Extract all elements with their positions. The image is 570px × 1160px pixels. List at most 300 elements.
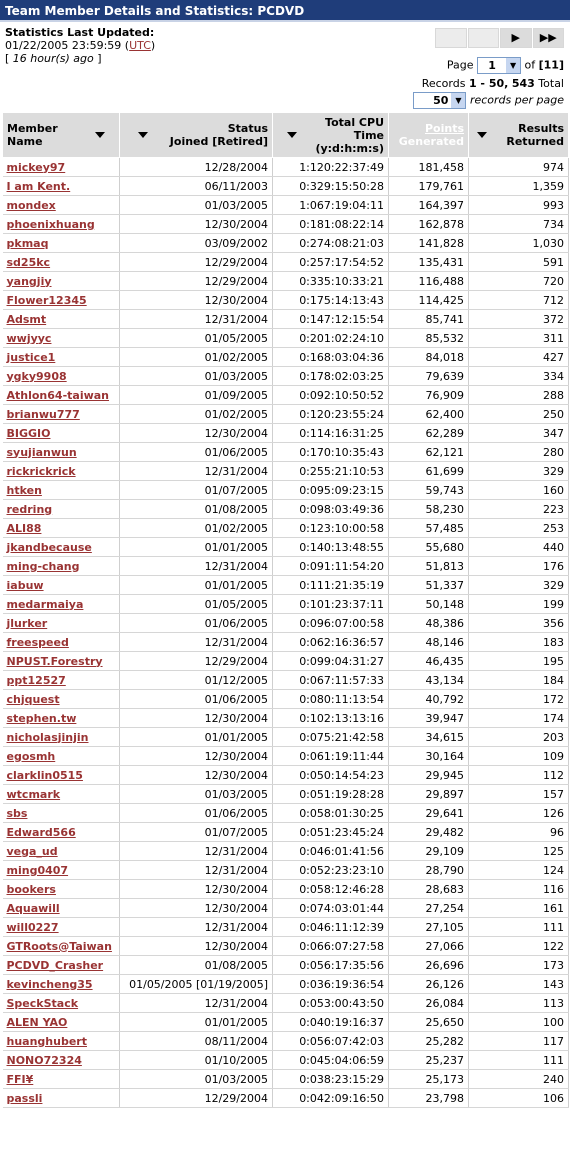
table-row [3,424,569,443]
member-name-cell [3,1032,120,1051]
member-link[interactable]: NPUST.Forestry [6,654,103,668]
member-link[interactable]: huanghubert [6,1034,87,1048]
cpu-time-cell: 0:074:03:01:44 [273,899,389,918]
joined-cell: 12/29/2004 [120,1089,273,1108]
cpu-time-cell: 0:067:11:57:33 [273,671,389,690]
cpu-time-cell: 0:091:11:54:20 [273,557,389,576]
results-cell: 329 [469,462,569,481]
results-cell: 356 [469,614,569,633]
member-name-cell [3,386,120,405]
header-results-returned[interactable]: Results Returned [469,113,569,158]
header-status-joined[interactable]: Status Joined [Retired] [120,113,273,158]
chevron-down-icon: ▼ [451,93,465,108]
points-cell: 76,909 [389,386,469,405]
results-cell: 174 [469,709,569,728]
results-cell: 1,030 [469,234,569,253]
table-row [3,899,569,918]
member-name-cell [3,253,120,272]
results-cell: 184 [469,671,569,690]
member-name-cell [3,1051,120,1070]
points-cell: 29,897 [389,785,469,804]
member-link[interactable]: passli [6,1091,43,1105]
pagination-buttons [434,28,564,48]
joined-cell: 12/30/2004 [120,937,273,956]
last-page-button[interactable] [533,28,565,48]
table-row [3,348,569,367]
member-name-cell [3,861,120,880]
joined-cell: 12/31/2004 [120,918,273,937]
last-updated-ago: [ 16 hour(s) ago ] [5,52,102,65]
member-link[interactable]: yangjiy [6,274,52,288]
joined-cell: 01/01/2005 [120,1013,273,1032]
points-cell: 62,121 [389,443,469,462]
table-row [3,158,569,177]
joined-cell: 01/01/2005 [120,538,273,557]
per-page-label: records per page [469,93,564,107]
cpu-time-cell: 0:140:13:48:55 [273,538,389,557]
cpu-time-cell: 0:056:07:42:03 [273,1032,389,1051]
member-name-cell [3,329,120,348]
points-cell: 30,164 [389,747,469,766]
table-row [3,709,569,728]
member-link[interactable]: jkandbecause [6,540,92,554]
table-row [3,1089,569,1108]
member-link[interactable]: Edward566 [6,825,76,839]
member-link[interactable]: kevincheng35 [6,977,93,991]
cpu-time-cell: 0:061:19:11:44 [273,747,389,766]
header-points-generated[interactable]: Points Generated [389,113,469,158]
member-link[interactable]: nicholasjinjin [6,730,89,744]
records-label: Records [421,77,466,90]
member-link[interactable]: rickrickrick [6,464,76,478]
member-name-cell [3,348,120,367]
table-row [3,671,569,690]
table-row [3,1013,569,1032]
records-line [422,77,564,91]
joined-cell: 12/30/2004 [120,899,273,918]
joined-cell: 01/06/2005 [120,690,273,709]
points-cell: 34,615 [389,728,469,747]
points-cell: 48,386 [389,614,469,633]
points-cell: 50,148 [389,595,469,614]
table-row [3,690,569,709]
member-link[interactable]: bookers [6,882,56,896]
member-link[interactable]: syujianwun [6,445,77,459]
member-name-cell [3,1013,120,1032]
member-name-cell [3,215,120,234]
table-row [3,500,569,519]
points-cell: 62,289 [389,424,469,443]
table-row [3,1070,569,1089]
first-page-button[interactable] [435,28,467,48]
per-page-select[interactable]: 50 ▼ [413,92,466,109]
page-select[interactable]: 1 ▼ [477,57,521,74]
header-cpu-time[interactable]: Total CPU Time (y:d:h:m:s) [273,113,389,158]
results-cell: 440 [469,538,569,557]
results-cell: 974 [469,158,569,177]
member-link[interactable]: ming0407 [6,863,69,877]
joined-cell: 01/05/2005 [120,595,273,614]
member-link[interactable]: mickey97 [6,160,66,174]
points-cell: 29,482 [389,823,469,842]
chevron-down-icon: ▼ [506,58,520,73]
member-name-cell [3,177,120,196]
member-name-cell [3,785,120,804]
joined-cell: 01/09/2005 [120,386,273,405]
results-cell: 124 [469,861,569,880]
joined-cell: 01/08/2005 [120,500,273,519]
table-row [3,956,569,975]
member-link[interactable]: ppt12527 [6,673,66,687]
cpu-time-cell: 0:098:03:49:36 [273,500,389,519]
member-link[interactable]: sd25kc [6,255,51,269]
table-row [3,462,569,481]
cpu-time-cell: 0:036:19:36:54 [273,975,389,994]
joined-cell: 12/31/2004 [120,557,273,576]
cpu-time-cell: 0:329:15:50:28 [273,177,389,196]
results-cell: 172 [469,690,569,709]
cpu-time-cell: 0:099:04:31:27 [273,652,389,671]
results-cell: 157 [469,785,569,804]
member-name-cell [3,671,120,690]
cpu-time-cell: 0:257:17:54:52 [273,253,389,272]
results-cell: 347 [469,424,569,443]
table-row [3,842,569,861]
points-cell: 179,761 [389,177,469,196]
results-cell: 734 [469,215,569,234]
member-name-cell [3,804,120,823]
member-link[interactable]: Athlon64-taiwan [6,388,110,402]
table-row [3,215,569,234]
table-row [3,633,569,652]
member-link[interactable]: medarmaiya [6,597,84,611]
member-name-cell [3,823,120,842]
member-link[interactable]: iabuw [6,578,44,592]
member-link[interactable]: ygky9908 [6,369,67,383]
points-cell: 51,337 [389,576,469,595]
table-row [3,861,569,880]
table-row [3,538,569,557]
cpu-time-cell: 0:120:23:55:24 [273,405,389,424]
member-name-cell [3,709,120,728]
per-page-line [413,92,564,109]
member-link[interactable]: mondex [6,198,56,212]
joined-cell: 01/12/2005 [120,671,273,690]
cpu-time-cell: 1:120:22:37:49 [273,158,389,177]
member-link[interactable]: freespeed [6,635,69,649]
joined-cell: 01/06/2005 [120,804,273,823]
points-cell: 23,798 [389,1089,469,1108]
points-cell: 84,018 [389,348,469,367]
member-name-cell [3,728,120,747]
points-cell: 62,400 [389,405,469,424]
points-cell: 85,532 [389,329,469,348]
sort-arrow-icon [287,132,297,138]
points-cell: 59,743 [389,481,469,500]
results-cell: 161 [469,899,569,918]
results-cell: 109 [469,747,569,766]
results-cell: 1,359 [469,177,569,196]
results-cell: 183 [469,633,569,652]
table-row [3,310,569,329]
table-row [3,481,569,500]
table-row [3,291,569,310]
cpu-time-cell: 0:058:12:46:28 [273,880,389,899]
joined-cell: 01/06/2005 [120,614,273,633]
results-cell: 203 [469,728,569,747]
member-link[interactable]: GTRoots@Taiwan [6,939,112,953]
records-range: 1 - 50, [468,77,509,90]
member-link[interactable]: egosmh [6,749,56,763]
points-cell: 39,947 [389,709,469,728]
cpu-time-cell: 0:062:16:36:57 [273,633,389,652]
points-cell: 25,650 [389,1013,469,1032]
joined-cell: 01/06/2005 [120,443,273,462]
member-name-cell [3,481,120,500]
cpu-time-cell: 0:075:21:42:58 [273,728,389,747]
points-sort-link[interactable]: Points [424,122,464,135]
table-row [3,272,569,291]
results-cell: 111 [469,918,569,937]
last-updated-label: Statistics Last Updated: [5,26,155,39]
joined-cell: 01/03/2005 [120,367,273,386]
points-cell: 164,397 [389,196,469,215]
joined-cell: 01/07/2005 [120,481,273,500]
records-total-label: Total [538,77,564,90]
member-name-cell [3,234,120,253]
results-cell: 160 [469,481,569,500]
member-link[interactable]: pkmaq [6,236,49,250]
table-row [3,557,569,576]
table-row [3,386,569,405]
joined-cell: 01/01/2005 [120,728,273,747]
joined-cell: 12/30/2004 [120,766,273,785]
member-name-cell [3,633,120,652]
member-name-cell [3,424,120,443]
last-updated-date: 01/22/2005 23:59:59 (UTC) [5,39,156,52]
member-link[interactable]: wwjyyc [6,331,52,345]
cpu-time-cell: 0:052:23:23:10 [273,861,389,880]
table-row [3,329,569,348]
joined-cell: 01/03/2005 [120,1070,273,1089]
member-link[interactable]: redring [6,502,53,516]
results-cell: 122 [469,937,569,956]
sort-arrow-icon [477,132,487,138]
cpu-time-cell: 0:101:23:37:11 [273,595,389,614]
table-row [3,766,569,785]
member-link[interactable]: FFI¥ [6,1072,34,1086]
points-cell: 116,488 [389,272,469,291]
table-header-row [3,113,569,158]
results-cell: 372 [469,310,569,329]
results-cell: 223 [469,500,569,519]
joined-cell: 06/11/2003 [120,177,273,196]
member-link[interactable]: sbs [6,806,28,820]
member-link[interactable]: htken [6,483,42,497]
points-cell: 58,230 [389,500,469,519]
member-link[interactable]: Flower12345 [6,293,87,307]
member-link[interactable]: Adsmt [6,312,47,326]
table-body [3,158,569,1108]
records-total: 543 [511,77,535,90]
points-cell: 141,828 [389,234,469,253]
prev-page-button[interactable] [468,28,500,48]
page-title: Team Member Details and Statistics: PCDVD [0,0,570,22]
table-row [3,405,569,424]
cpu-time-cell: 0:170:10:35:43 [273,443,389,462]
member-link[interactable]: ming-chang [6,559,80,573]
member-link[interactable]: jlurker [6,616,48,630]
member-name-cell [3,557,120,576]
table-row [3,443,569,462]
joined-cell: 03/09/2002 [120,234,273,253]
member-name-cell [3,196,120,215]
utc-link[interactable]: UTC [129,39,151,52]
points-cell: 40,792 [389,690,469,709]
joined-cell: 12/30/2004 [120,291,273,310]
results-cell: 712 [469,291,569,310]
cpu-time-cell: 0:178:02:03:25 [273,367,389,386]
results-cell: 253 [469,519,569,538]
member-name-cell [3,842,120,861]
member-link[interactable]: BIGGIO [6,426,51,440]
cpu-time-cell: 0:080:11:13:54 [273,690,389,709]
table-row [3,196,569,215]
joined-cell: 01/07/2005 [120,823,273,842]
hours-ago: 16 hour(s) ago [12,52,94,65]
info-panel [0,22,570,112]
results-cell: 240 [469,1070,569,1089]
joined-cell: 01/03/2005 [120,785,273,804]
cpu-time-cell: 0:066:07:27:58 [273,937,389,956]
member-link[interactable]: PCDVD_Crasher [6,958,104,972]
member-link[interactable]: clarklin0515 [6,768,83,782]
points-cell: 29,945 [389,766,469,785]
joined-cell: 12/28/2004 [120,158,273,177]
member-link[interactable]: SpeckStack [6,996,79,1010]
table-row [3,519,569,538]
points-cell: 25,237 [389,1051,469,1070]
results-cell: 100 [469,1013,569,1032]
joined-cell: 12/31/2004 [120,310,273,329]
member-link[interactable]: chjquest [6,692,60,706]
points-cell: 55,680 [389,538,469,557]
points-cell: 135,431 [389,253,469,272]
points-cell: 28,790 [389,861,469,880]
member-link[interactable]: Aquawill [6,901,60,915]
next-page-button[interactable] [500,28,532,48]
cpu-time-cell: 0:102:13:13:16 [273,709,389,728]
results-cell: 288 [469,386,569,405]
member-name-cell [3,538,120,557]
cpu-time-cell: 0:050:14:54:23 [273,766,389,785]
member-link[interactable]: ALEN YAO [6,1015,68,1029]
table-row [3,823,569,842]
member-link[interactable]: phoenixhuang [6,217,95,231]
results-cell: 116 [469,880,569,899]
points-cell: 181,458 [389,158,469,177]
page-selector-line [447,57,564,74]
table-row [3,785,569,804]
table-row [3,1051,569,1070]
member-name-cell [3,310,120,329]
member-name-cell [3,614,120,633]
joined-cell: 12/30/2004 [120,424,273,443]
member-name-cell [3,462,120,481]
results-cell: 106 [469,1089,569,1108]
points-cell: 43,134 [389,671,469,690]
member-name-cell [3,652,120,671]
points-cell: 48,146 [389,633,469,652]
results-cell: 195 [469,652,569,671]
table-row [3,880,569,899]
cpu-time-cell: 0:096:07:00:58 [273,614,389,633]
points-cell: 26,084 [389,994,469,1013]
member-name-cell [3,595,120,614]
header-member-name[interactable]: Member Name [3,113,120,158]
member-name-cell [3,405,120,424]
member-link[interactable]: justice1 [6,350,56,364]
points-cell: 162,878 [389,215,469,234]
cpu-time-cell: 0:095:09:23:15 [273,481,389,500]
member-link[interactable]: ALI88 [6,521,42,535]
points-cell: 28,683 [389,880,469,899]
points-cell: 57,485 [389,519,469,538]
member-link[interactable]: I am Kent. [6,179,71,193]
member-link[interactable]: brianwu777 [6,407,80,421]
member-link[interactable]: wtcmark [6,787,61,801]
members-table [2,112,569,1108]
cpu-time-cell: 0:053:00:43:50 [273,994,389,1013]
cpu-time-cell: 1:067:19:04:11 [273,196,389,215]
results-cell: 173 [469,956,569,975]
table-row [3,595,569,614]
joined-cell: 01/05/2005 [120,329,273,348]
joined-cell: 12/30/2004 [120,215,273,234]
results-cell: 96 [469,823,569,842]
joined-cell: 12/30/2004 [120,709,273,728]
member-link[interactable]: NONO72324 [6,1053,82,1067]
points-cell: 26,126 [389,975,469,994]
last-updated-value: 01/22/2005 23:59:59 [5,39,122,52]
table-row [3,994,569,1013]
table-row [3,975,569,994]
member-link[interactable]: stephen.tw [6,711,77,725]
cpu-time-cell: 0:092:10:50:52 [273,386,389,405]
results-cell: 993 [469,196,569,215]
table-row [3,253,569,272]
joined-cell: 12/30/2004 [120,880,273,899]
table-row [3,652,569,671]
points-cell: 29,109 [389,842,469,861]
table-row [3,728,569,747]
points-cell: 46,435 [389,652,469,671]
cpu-time-cell: 0:111:21:35:19 [273,576,389,595]
member-name-cell [3,1089,120,1108]
member-name-cell [3,956,120,975]
points-cell: 85,741 [389,310,469,329]
last-arrow-icon: ▶▶ [539,31,557,44]
member-link[interactable]: vega_ud [6,844,58,858]
results-cell: 199 [469,595,569,614]
cpu-time-cell: 0:056:17:35:56 [273,956,389,975]
results-cell: 125 [469,842,569,861]
cpu-time-cell: 0:058:01:30:25 [273,804,389,823]
cpu-time-cell: 0:042:09:16:50 [273,1089,389,1108]
table-row [3,234,569,253]
points-cell: 61,699 [389,462,469,481]
member-link[interactable]: will0227 [6,920,59,934]
